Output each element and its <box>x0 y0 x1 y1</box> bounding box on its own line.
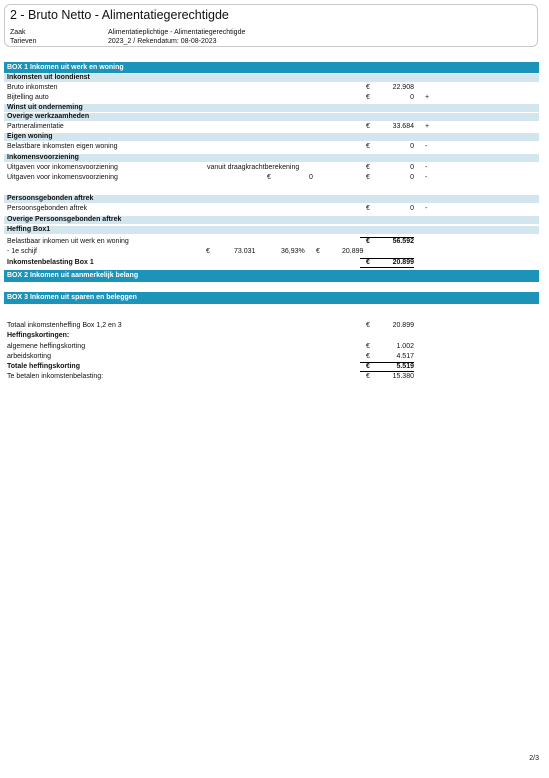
woning-currency: € <box>366 143 370 150</box>
page-title: 2 - Bruto Netto - Alimentatiegerechtigde <box>10 8 229 22</box>
woning-subheader: Eigen woning <box>4 133 539 141</box>
bijtelling-amount: 0 <box>410 94 414 101</box>
bijtelling-sign: + <box>425 94 430 101</box>
tb-amount: 15.380 <box>392 373 414 380</box>
uitg1-row <box>4 163 539 172</box>
thk-amount: 5.519 <box>396 363 414 370</box>
tb-currency: € <box>366 373 370 380</box>
totaal-label: Totaal inkomstenheffing Box 1,2 en 3 <box>7 322 122 329</box>
belastbaar-amount: 56.592 <box>392 238 414 245</box>
heffing-subheader: Heffing Box1 <box>4 226 539 234</box>
pga-label: Persoonsgebonden aftrek <box>7 205 88 212</box>
tb-row <box>4 372 539 381</box>
ahk-currency: € <box>366 343 370 350</box>
ak-amount: 4.517 <box>396 353 414 360</box>
bijtelling-label: Bijtelling auto <box>7 94 49 101</box>
belastbaar-label: Belastbaar inkomen uit werk en woning <box>7 238 129 245</box>
ahk-amount: 1.002 <box>396 343 414 350</box>
woning-row <box>4 142 539 151</box>
overige-subheader: Overige werkzaamheden <box>4 113 539 121</box>
ib-underline <box>360 267 414 268</box>
ib-label: Inkomstenbelasting Box 1 <box>7 259 94 266</box>
uitg1-note: vanuit draagkrachtberekening <box>207 164 300 171</box>
partner-amount: 33.684 <box>392 123 414 130</box>
loondienst-subheader: Inkomsten uit loondienst <box>4 74 539 82</box>
bruto-label: Bruto inkomsten <box>7 84 58 91</box>
pga-sign: - <box>425 205 428 212</box>
opga-subheader: Overige Persoonsgebonden aftrek <box>4 216 539 224</box>
woning-amount: 0 <box>410 143 414 150</box>
uitg2-amount: 0 <box>410 174 414 181</box>
schijf-currency-2: € <box>316 248 320 255</box>
thk-currency: € <box>366 363 370 370</box>
header-panel <box>4 4 538 47</box>
schijf-currency-1: € <box>206 248 210 255</box>
uitg2-row <box>4 173 539 182</box>
zaak-value: Alimentatieplichtige - Alimentatiegerechtigde <box>108 29 246 36</box>
woning-sign: - <box>425 143 428 150</box>
bruto-currency: € <box>366 84 370 91</box>
pga-row <box>4 204 539 213</box>
zaak-row <box>10 29 246 36</box>
pga-subheader: Persoonsgebonden aftrek <box>4 195 539 203</box>
ahk-label: algemene heffingskorting <box>7 343 86 350</box>
inkvoorz-subheader: Inkomensvoorziening <box>4 154 539 162</box>
totaal-row <box>4 321 539 330</box>
belastbaar-row <box>4 237 539 246</box>
winst-subheader: Winst uit onderneming <box>4 104 539 112</box>
tarieven-row <box>10 38 217 45</box>
heffingskortingen-heading-row <box>4 331 539 340</box>
box1-header: BOX 1 Inkomen uit werk en woning <box>4 62 539 73</box>
pga-amount: 0 <box>410 205 414 212</box>
ak-label: arbeidskorting <box>7 353 51 360</box>
woning-label: Belastbare inkomsten eigen woning <box>7 143 118 150</box>
partner-sign: + <box>425 123 430 130</box>
uitg2-mid-amount: 0 <box>309 174 313 181</box>
uitg2-mid-currency: € <box>267 174 271 181</box>
tarieven-value: 2023_2 / Rekendatum: 08-08-2023 <box>108 38 217 45</box>
bijtelling-currency: € <box>366 94 370 101</box>
schijf-row <box>4 247 539 256</box>
schijf-base-amount: 73.031 <box>234 248 256 255</box>
uitg1-currency: € <box>366 164 370 171</box>
ib-currency: € <box>366 259 370 266</box>
thk-label: Totale heffingskorting <box>7 363 80 370</box>
partner-label: Partneralimentatie <box>7 123 64 130</box>
ahk-row <box>4 342 539 351</box>
uitg1-amount: 0 <box>410 164 414 171</box>
uitg2-currency: € <box>366 174 370 181</box>
uitg1-sign: - <box>425 164 428 171</box>
ak-currency: € <box>366 353 370 360</box>
belastbaar-currency: € <box>366 238 370 245</box>
partner-row <box>4 122 539 131</box>
schijf-percentage: 36,93% <box>281 248 305 255</box>
uitg1-label: Uitgaven voor inkomensvoorziening <box>7 164 118 171</box>
heffingskortingen-heading: Heffingskortingen: <box>7 332 70 339</box>
uitg2-label: Uitgaven voor inkomensvoorziening <box>7 174 118 181</box>
zaak-label: Zaak <box>10 29 26 36</box>
ib-amount: 20.899 <box>392 259 414 266</box>
bruto-amount: 22.908 <box>392 84 414 91</box>
tb-label: Te betalen inkomstenbelasting: <box>7 373 104 380</box>
ak-row <box>4 352 539 361</box>
totaal-amount: 20.899 <box>392 322 414 329</box>
box2-header: BOX 2 Inkomen uit aanmerkelijk belang <box>4 270 539 282</box>
schijf-amount: 20.899 <box>342 248 364 255</box>
page-number: 2/3 <box>529 755 539 762</box>
ib-row <box>4 258 539 267</box>
bijtelling-row <box>4 93 539 102</box>
bruto-row <box>4 83 539 92</box>
pga-currency: € <box>366 205 370 212</box>
schijf-label: - 1e schijf <box>7 248 37 255</box>
thk-row <box>4 362 539 371</box>
totaal-currency: € <box>366 322 370 329</box>
box3-header: BOX 3 Inkomen uit sparen en beleggen <box>4 292 539 304</box>
tarieven-label: Tarieven <box>10 38 37 45</box>
partner-currency: € <box>366 123 370 130</box>
uitg2-sign: - <box>425 174 428 181</box>
